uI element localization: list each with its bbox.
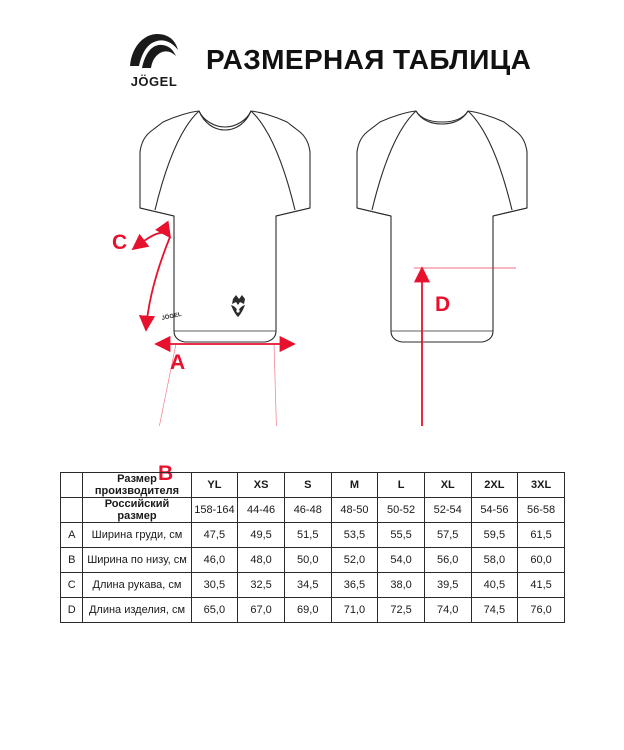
cell-value-3-4: 72,5 bbox=[378, 598, 425, 623]
dimension-label-b: B bbox=[158, 462, 174, 485]
cell-russian-size-6: 54-56 bbox=[471, 498, 518, 523]
cell-dimension-name: Ширина по низу, см bbox=[83, 548, 191, 573]
cell-header-manufacturer: Размер производителя bbox=[83, 473, 191, 498]
cell-dimension-letter: A bbox=[61, 523, 83, 548]
cell-value-3-0: 65,0 bbox=[191, 598, 238, 623]
cell-russian-size-4: 50-52 bbox=[378, 498, 425, 523]
cell-russian-size-3: 48-50 bbox=[331, 498, 378, 523]
cell-header-russian: Российский размер bbox=[83, 498, 191, 523]
cell-value-0-6: 59,5 bbox=[471, 523, 518, 548]
size-table-container bbox=[60, 472, 565, 623]
dimension-label-a: A bbox=[170, 351, 186, 374]
cell-size-6: 2XL bbox=[471, 473, 518, 498]
cell-size-4: L bbox=[378, 473, 425, 498]
cell-value-0-7: 61,5 bbox=[518, 523, 565, 548]
cell-size-1: XS bbox=[238, 473, 285, 498]
cell-value-2-7: 41,5 bbox=[518, 573, 565, 598]
page-title: РАЗМЕРНАЯ ТАБЛИЦА bbox=[206, 44, 532, 75]
cell-dimension-letter: C bbox=[61, 573, 83, 598]
cell-dimension-letter: B bbox=[61, 548, 83, 573]
cell-value-2-1: 32,5 bbox=[238, 573, 285, 598]
tshirt-front-view bbox=[140, 111, 310, 342]
cell-value-1-5: 56,0 bbox=[424, 548, 471, 573]
cell-value-2-5: 39,5 bbox=[424, 573, 471, 598]
cell-size-3: M bbox=[331, 473, 378, 498]
cell-value-1-0: 46,0 bbox=[191, 548, 238, 573]
cell-value-2-3: 36,5 bbox=[331, 573, 378, 598]
cell-value-0-1: 49,5 bbox=[238, 523, 285, 548]
table-row-russian-size bbox=[61, 498, 565, 523]
cell-value-3-5: 74,0 bbox=[424, 598, 471, 623]
cell-value-2-6: 40,5 bbox=[471, 573, 518, 598]
cell-russian-size-1: 44-46 bbox=[238, 498, 285, 523]
cell-value-0-5: 57,5 bbox=[424, 523, 471, 548]
table-row-manufacturer-size bbox=[61, 473, 565, 498]
cell-value-1-3: 52,0 bbox=[331, 548, 378, 573]
cell-value-1-4: 54,0 bbox=[378, 548, 425, 573]
cell-dimension-name: Ширина груди, см bbox=[83, 523, 191, 548]
cell-value-3-2: 69,0 bbox=[284, 598, 331, 623]
brand-name: JÖGEL bbox=[130, 73, 178, 89]
cell-value-0-0: 47,5 bbox=[191, 523, 238, 548]
cell-value-1-1: 48,0 bbox=[238, 548, 285, 573]
cell-empty bbox=[61, 473, 83, 498]
cell-value-2-4: 38,0 bbox=[378, 573, 425, 598]
tshirt-diagram bbox=[0, 86, 624, 426]
size-table bbox=[60, 472, 565, 623]
table-row bbox=[61, 598, 565, 623]
cell-value-2-0: 30,5 bbox=[191, 573, 238, 598]
sleeve-logo-text: JÖGEL bbox=[161, 311, 183, 322]
cell-value-2-2: 34,5 bbox=[284, 573, 331, 598]
table-row bbox=[61, 573, 565, 598]
dimension-arrow-c bbox=[133, 233, 170, 249]
cell-empty bbox=[61, 498, 83, 523]
cell-dimension-name: Длина изделия, см bbox=[83, 598, 191, 623]
cell-value-0-3: 53,5 bbox=[331, 523, 378, 548]
cell-value-3-6: 74,5 bbox=[471, 598, 518, 623]
dimension-label-c: C bbox=[112, 231, 128, 254]
cell-size-2: S bbox=[284, 473, 331, 498]
cell-russian-size-5: 52-54 bbox=[424, 498, 471, 523]
cell-value-3-3: 71,0 bbox=[331, 598, 378, 623]
cell-dimension-letter: D bbox=[61, 598, 83, 623]
cell-russian-size-7: 56-58 bbox=[518, 498, 565, 523]
cell-russian-size-2: 46-48 bbox=[284, 498, 331, 523]
cell-size-5: XL bbox=[424, 473, 471, 498]
cell-dimension-name: Длина рукава, см bbox=[83, 573, 191, 598]
cell-value-1-6: 58,0 bbox=[471, 548, 518, 573]
cell-value-1-7: 60,0 bbox=[518, 548, 565, 573]
page-header bbox=[0, 0, 624, 89]
cell-value-3-7: 76,0 bbox=[518, 598, 565, 623]
brand-logo bbox=[118, 32, 190, 89]
cell-russian-size-0: 158-164 bbox=[191, 498, 238, 523]
cell-value-3-1: 67,0 bbox=[238, 598, 285, 623]
cell-size-0: YL bbox=[191, 473, 238, 498]
cell-value-1-2: 50,0 bbox=[284, 548, 331, 573]
cell-value-0-4: 55,5 bbox=[378, 523, 425, 548]
cell-size-7: 3XL bbox=[518, 473, 565, 498]
cell-value-0-2: 51,5 bbox=[284, 523, 331, 548]
dimension-label-d: D bbox=[435, 293, 451, 316]
jogel-swoosh-icon bbox=[126, 32, 182, 72]
table-row bbox=[61, 523, 565, 548]
table-row bbox=[61, 548, 565, 573]
